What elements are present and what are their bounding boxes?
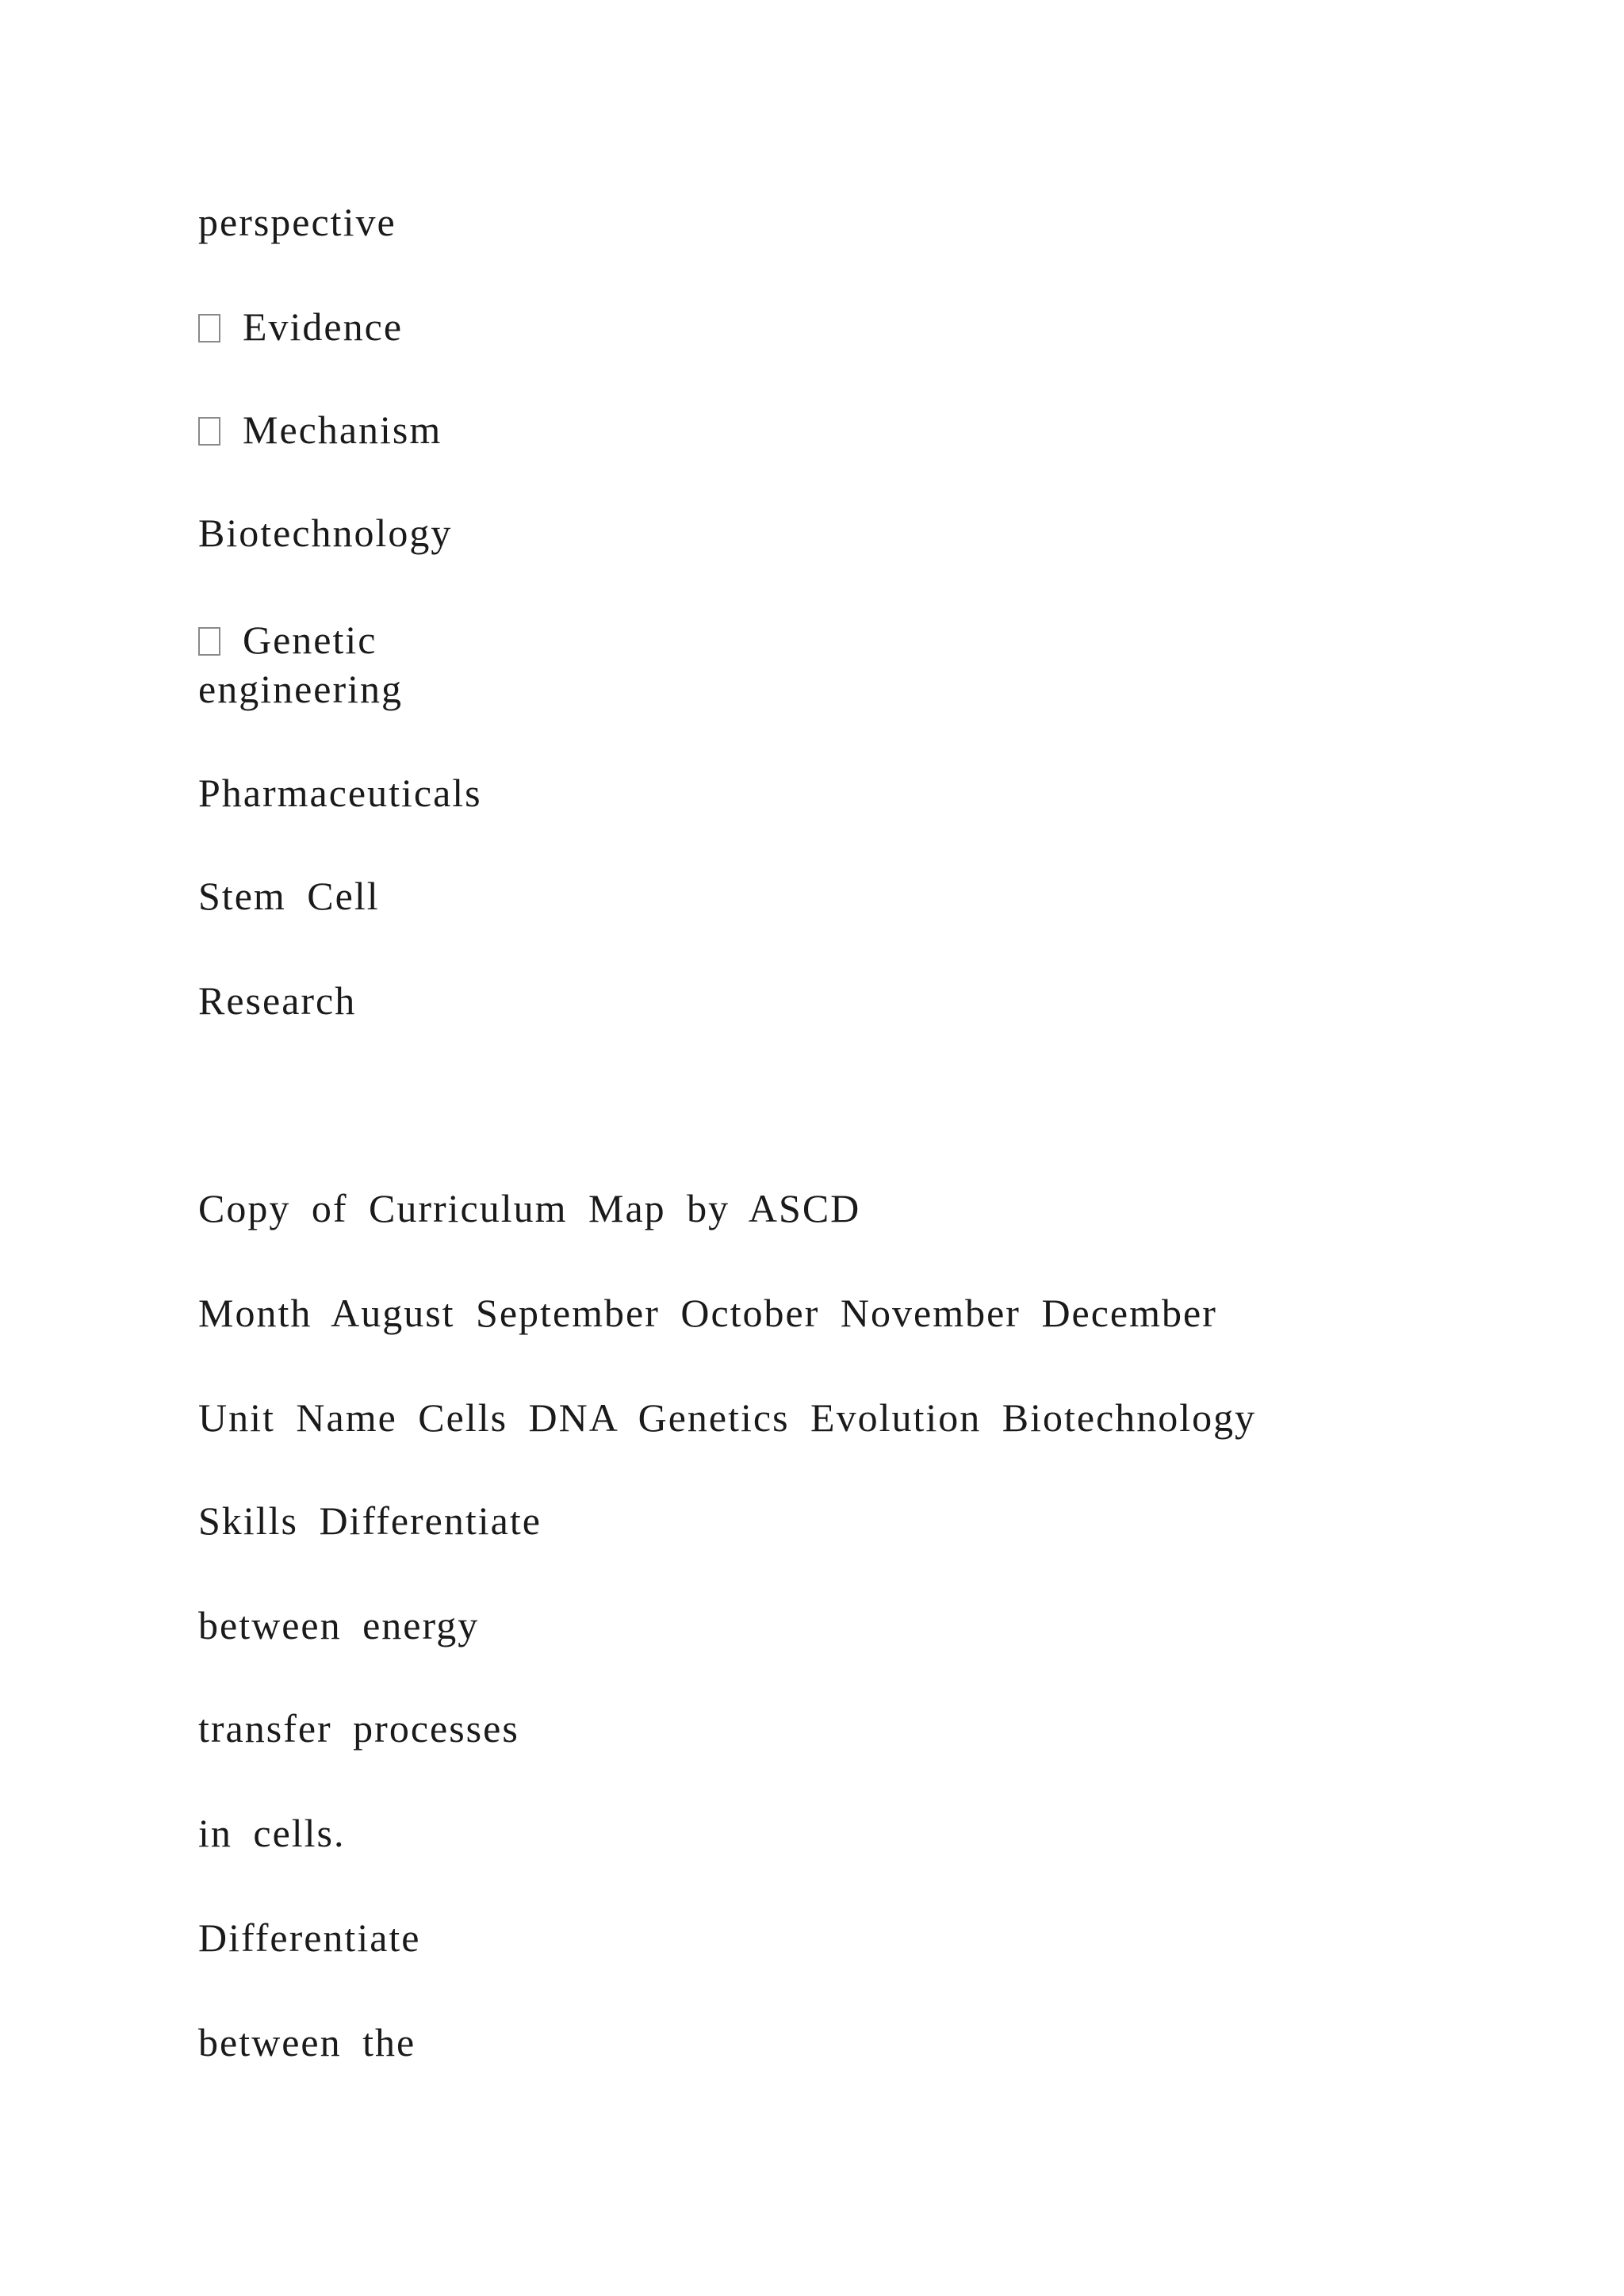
text-line-pharmaceuticals: Pharmaceuticals <box>198 771 482 815</box>
text-line-between-the: between the <box>198 2020 416 2064</box>
text-line-biotechnology: Biotechnology <box>198 511 453 555</box>
text-line-stem-cell: Stem Cell <box>198 874 380 918</box>
bullet-item-label: Evidence <box>243 304 404 349</box>
bullet-item-evidence <box>198 303 403 350</box>
missing-glyph-bullet-icon <box>198 314 220 342</box>
text-line-month-row: Month August September October November December <box>198 1291 1217 1335</box>
text-line-unit-row: Unit Name Cells DNA Genetics Evolution Biotechnology <box>198 1395 1257 1440</box>
missing-glyph-bullet-icon <box>198 627 220 656</box>
bullet-item-continuation: engineering <box>198 667 404 711</box>
bullet-item-label: Mechanism <box>243 408 442 452</box>
text-line-perspective: perspective <box>198 200 396 244</box>
document-title: Copy of Curriculum Map by ASCD <box>198 1186 861 1230</box>
text-line-differentiate: Differentiate <box>198 1915 421 1960</box>
missing-glyph-bullet-icon <box>198 417 220 446</box>
text-line-transfer-processes: transfer processes <box>198 1706 519 1751</box>
bullet-item-label: Genetic <box>243 618 377 662</box>
text-line-between-energy: between energy <box>198 1603 480 1647</box>
text-line-in-cells: in cells. <box>198 1811 346 1855</box>
text-line-research: Research <box>198 978 357 1023</box>
bullet-item-mechanism <box>198 406 442 453</box>
text-line-skills-row: Skills Differentiate <box>198 1498 542 1543</box>
bullet-item-genetic-engineering <box>198 615 403 714</box>
